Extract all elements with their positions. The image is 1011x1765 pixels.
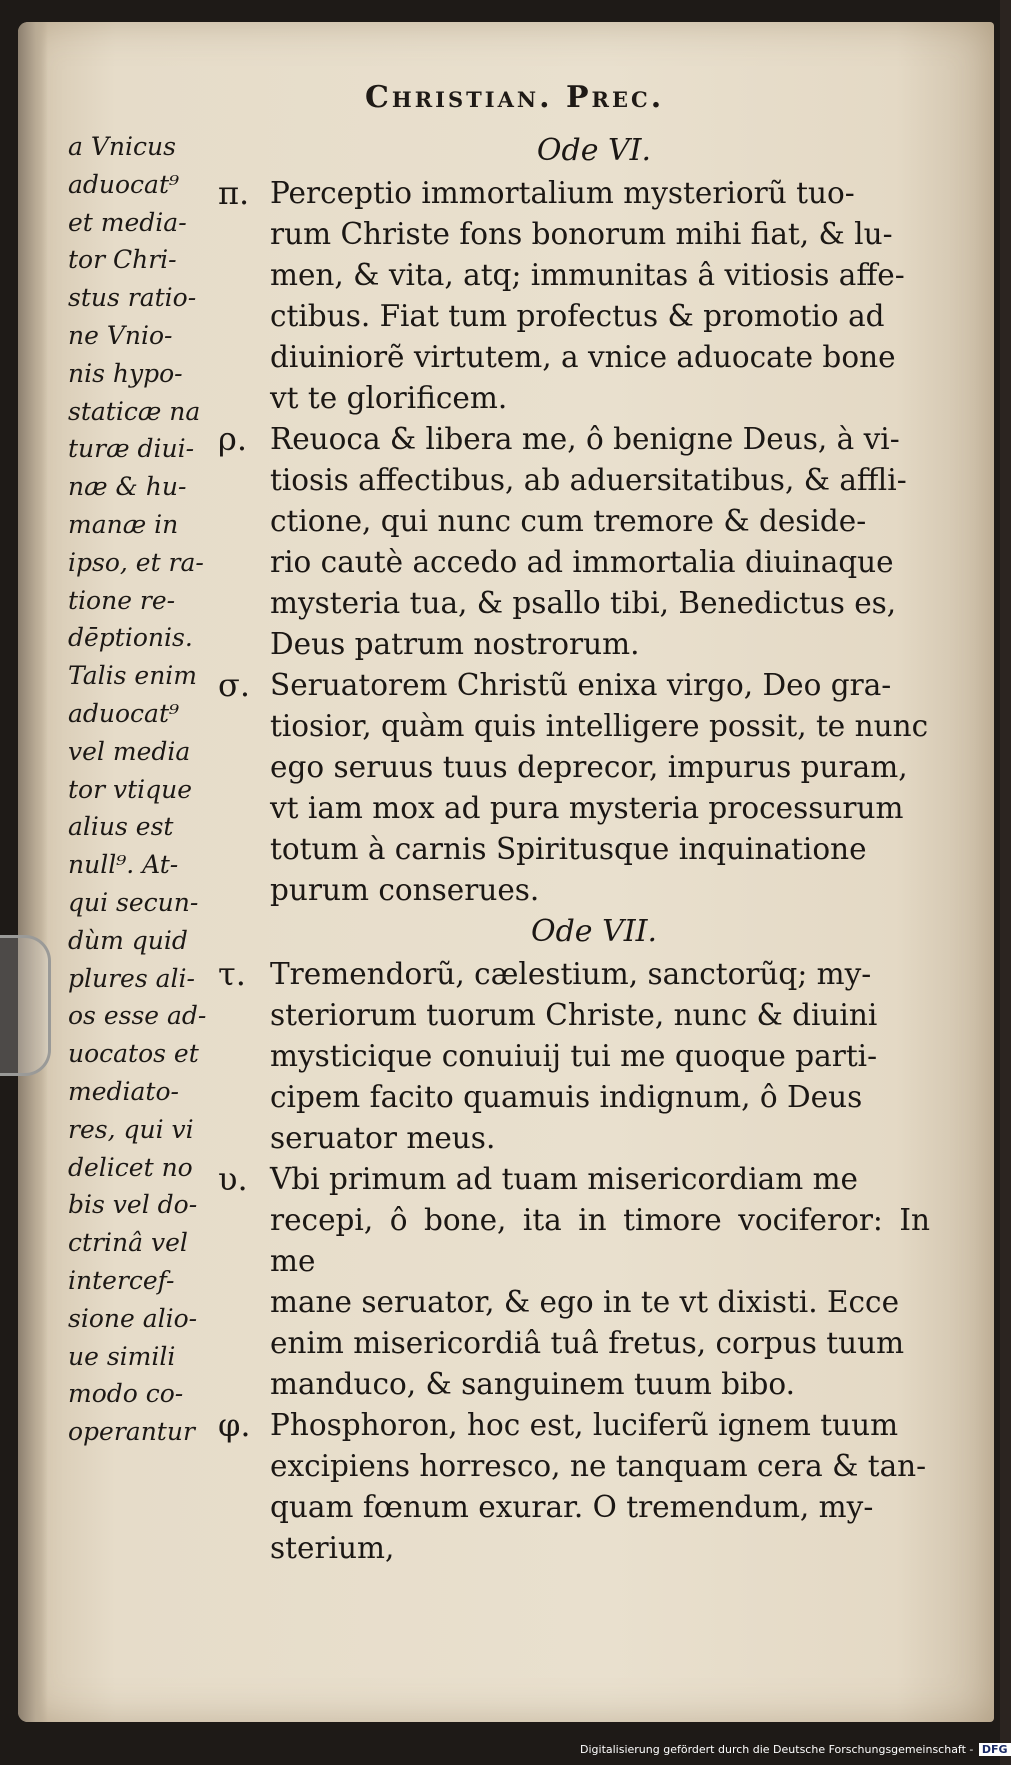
stanza-text: Phosphoron, hoc est, luciferũ ignem tuum excipiens horresco, ne tanquam cera & tan- quam fœnum exurar. O tremendum, my- sterium,: [270, 1408, 927, 1565]
stanza: [218, 419, 930, 665]
stanza-text: Reuoca & libera me, ô benigne Deus, à vi- tiosis affectibus, ab aduersitatibus, & affli- ctione, qui nunc cum tremore & deside- rio cautè accedo ad immortalia diuinaque mysteria tua, & psallo tibi, Benedictus es, Deus patrum nostrorum.: [270, 422, 907, 661]
page-clip: [0, 935, 51, 1076]
stanza-text: Seruatorem Christũ enixa virgo, Deo gra- tiosior, quàm quis intelligere possit, te nunc ego seruus tuus deprecor, impurus puram, vt iam mox ad pura mysteria processurum totum à carnis Spiritusque inquinatione purum conserues.: [270, 668, 929, 907]
page-gutter: [18, 22, 48, 1722]
stanza-marker: σ.: [218, 666, 251, 704]
dfg-logo: DFG: [979, 1743, 1011, 1756]
stanza: [218, 1405, 930, 1569]
stanza: [218, 954, 930, 1159]
digitization-credit: [580, 1743, 1008, 1756]
stanza: [218, 1159, 930, 1405]
stanza-marker: φ.: [218, 1406, 251, 1444]
ode-section: [218, 911, 930, 1569]
stanza-marker: ρ.: [218, 420, 247, 458]
ode-title: Ode VII.: [531, 914, 657, 949]
credit-text: Digitalisierung gefördert durch die Deutsche Forschungsgemeinschaft -: [580, 1743, 974, 1756]
stanza-marker: π.: [218, 174, 250, 212]
ode-section: [218, 130, 930, 911]
stanza-text: Tremendorũ, cælestium, sanctorũq; my- steriorum tuorum Christe, nunc & diuini mysticique conuiuij tui me quoque parti- cipem facito quamuis indignum, ô Deus seruator meus.: [270, 957, 878, 1155]
stanza: [218, 173, 930, 419]
running-head: Christian. Prec.: [365, 80, 665, 115]
main-text: [218, 130, 930, 1569]
stanza-text: Vbi primum ad tuam misericordiam me recepi, ô bone, ita in timore vociferor: In me mane seruator, & ego in te vt dixisti. Ecce enim misericordiâ tuâ fretus, corpus tuum manduco, & sanguinem tuum bibo.: [270, 1162, 930, 1401]
stanza-marker: υ.: [218, 1160, 248, 1198]
ode-title: Ode VI.: [536, 133, 652, 168]
stanza-marker: τ.: [218, 955, 246, 993]
margin-note: a Vnicus aduocat⁹ et media- tor Chri- stus ratio- ne Vnio- nis hypo- staticæ na turæ diui- næ & hu- manæ in ipso, et ra- tione re- dēptionis. Talis enim aduocat⁹ vel media tor vtique alius est null⁹. At- qui secun- dùm quid plures ali- os esse ad- uocatos et mediato- res, qui vi delicet no bis vel do- ctrinâ vel intercef- sione alio- ue simili modo co- operantur: [68, 132, 207, 1447]
stanza: [218, 665, 930, 911]
stanza-text: Perceptio immortalium mysteriorũ tuo- rum Christe fons bonorum mihi fiat, & lu- men, & vita, atq; immunitas â vitiosis affe- ctibus. Fiat tum profectus & promotio ad diuiniorẽ virtutem, a vnice aduocate bone vt te glorificem.: [270, 176, 905, 415]
